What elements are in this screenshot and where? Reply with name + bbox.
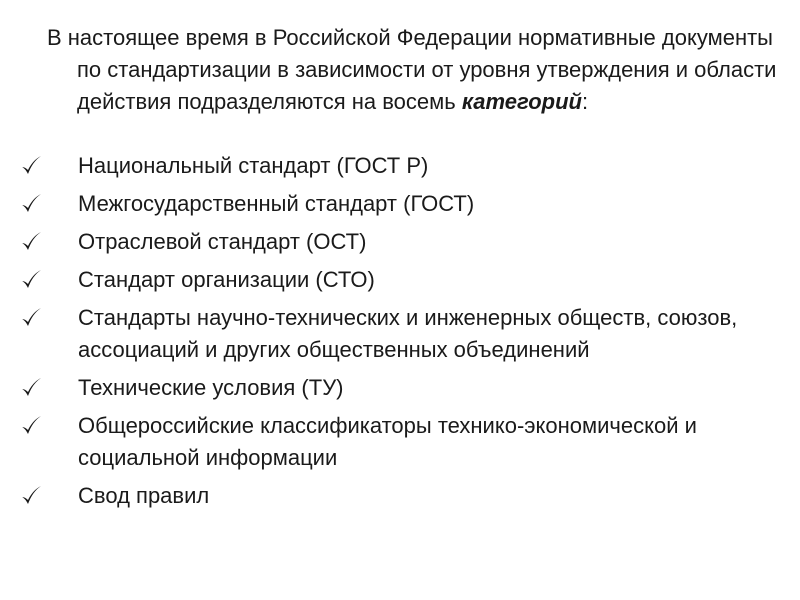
- checkmark-icon: [20, 375, 42, 401]
- list-item-text: Технические условия (ТУ): [78, 375, 344, 400]
- checkmark-icon: [20, 191, 42, 217]
- list-item: [20, 226, 780, 258]
- list-item-text: Свод правил: [78, 483, 210, 508]
- checkmark-icon: [20, 483, 42, 509]
- list-item-text: Общероссийские классификаторы технико-экономической и социальной информации: [78, 413, 697, 470]
- intro-suffix: :: [581, 89, 589, 114]
- checkmark-icon: [20, 267, 42, 293]
- list-item: [20, 480, 780, 512]
- list-item-text: Стандарт организации (СТО): [78, 267, 375, 292]
- checkmark-icon: [20, 153, 42, 179]
- category-list: [20, 150, 780, 518]
- list-item-text: Стандарты научно-технических и инженерных обществ, союзов, ассоциаций и других общественных объединений: [78, 305, 738, 362]
- list-item: [20, 188, 780, 220]
- checkmark-icon: [20, 305, 42, 331]
- list-item-text: Межгосударственный стандарт (ГОСТ): [78, 191, 475, 216]
- intro-emphasis: категорий: [461, 89, 582, 114]
- list-item-text: Отраслевой стандарт (ОСТ): [78, 229, 367, 254]
- list-item: [20, 410, 780, 474]
- checkmark-icon: [20, 413, 42, 439]
- list-item: [20, 302, 780, 366]
- list-item-text: Национальный стандарт (ГОСТ Р): [78, 153, 429, 178]
- list-item: [20, 150, 780, 182]
- intro-paragraph: [47, 22, 777, 118]
- list-item: [20, 372, 780, 404]
- checkmark-icon: [20, 229, 42, 255]
- list-item: [20, 264, 780, 296]
- intro-text: В настоящее время в Российской Федерации нормативные документы по стандартизации в зависимости от уровня утверждения и области действия подразделяются на восемь: [47, 25, 777, 114]
